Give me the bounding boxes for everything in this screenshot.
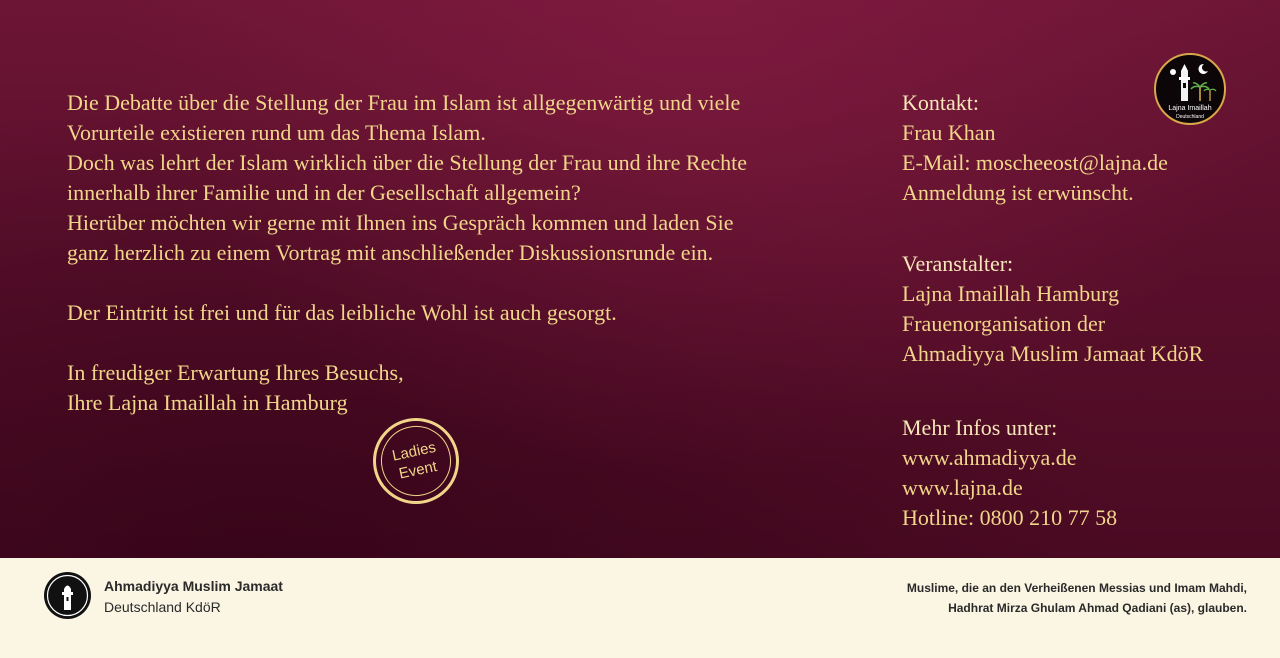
body-line: Doch was lehrt der Islam wirklich über die Stellung der Frau und ihre Rechte bbox=[67, 150, 747, 175]
contact-email[interactable]: E-Mail: moscheeost@lajna.de bbox=[902, 150, 1168, 175]
contact-heading: Kontakt: bbox=[902, 90, 979, 115]
footer bbox=[0, 558, 1280, 658]
hotline[interactable]: Hotline: 0800 210 77 58 bbox=[902, 505, 1118, 530]
body-line: Vorurteile existieren rund um das Thema Islam. bbox=[67, 120, 486, 145]
organizer-section bbox=[902, 249, 1242, 369]
invitation-text bbox=[67, 88, 827, 418]
tagline-line: Hadhrat Mirza Ghulam Ahmad Qadiani (as), glauben. bbox=[948, 601, 1247, 615]
organizer-line: Ahmadiyya Muslim Jamaat KdöR bbox=[902, 341, 1204, 366]
closing-line: In freudiger Erwartung Ihres Besuchs, bbox=[67, 360, 404, 385]
ladies-event-badge bbox=[373, 418, 459, 504]
organizer-heading: Veranstalter: bbox=[902, 251, 1014, 276]
badge-line: Ladies bbox=[390, 438, 438, 465]
website-link[interactable]: www.lajna.de bbox=[902, 475, 1023, 500]
body-line: Hierüber möchten wir gerne mit Ihnen ins Gespräch kommen und laden Sie bbox=[67, 210, 734, 235]
organizer-line: Lajna Imaillah Hamburg bbox=[902, 281, 1120, 306]
crescent-icon bbox=[1198, 64, 1208, 74]
entry-info: Der Eintritt ist frei und für das leibliche Wohl ist auch gesorgt. bbox=[67, 300, 617, 325]
org-subtitle: Deutschland KdöR bbox=[104, 599, 221, 615]
info-heading: Mehr Infos unter: bbox=[902, 415, 1058, 440]
contact-name: Frau Khan bbox=[902, 120, 996, 145]
registration-note: Anmeldung ist erwünscht. bbox=[902, 180, 1134, 205]
website-link[interactable]: www.ahmadiyya.de bbox=[902, 445, 1077, 470]
badge-line: Event bbox=[397, 457, 439, 483]
ahmadiyya-logo bbox=[44, 572, 91, 619]
tagline-line: Muslime, die an den Verheißenen Messias und Imam Mahdi, bbox=[906, 581, 1247, 595]
body-line: ganz herzlich zu einem Vortrag mit anschließender Diskussionsrunde ein. bbox=[67, 240, 714, 265]
info-section bbox=[902, 413, 1242, 533]
minaret-icon bbox=[44, 572, 91, 619]
logo-title: Lajna Imaillah bbox=[1168, 105, 1212, 112]
body-line: Die Debatte über die Stellung der Frau im Islam ist allgegenwärtig und viele bbox=[67, 90, 741, 115]
footer-tagline bbox=[907, 578, 1247, 618]
org-name: Ahmadiyya Muslim Jamaat bbox=[104, 578, 283, 594]
body-line: innerhalb ihrer Familie und in der Gesellschaft allgemein? bbox=[67, 180, 581, 205]
logo-subtitle: Deutschland bbox=[1176, 114, 1204, 120]
closing-signature: Ihre Lajna Imaillah in Hamburg bbox=[67, 390, 348, 415]
organizer-line: Frauenorganisation der bbox=[902, 311, 1106, 336]
lajna-logo bbox=[1154, 53, 1226, 125]
